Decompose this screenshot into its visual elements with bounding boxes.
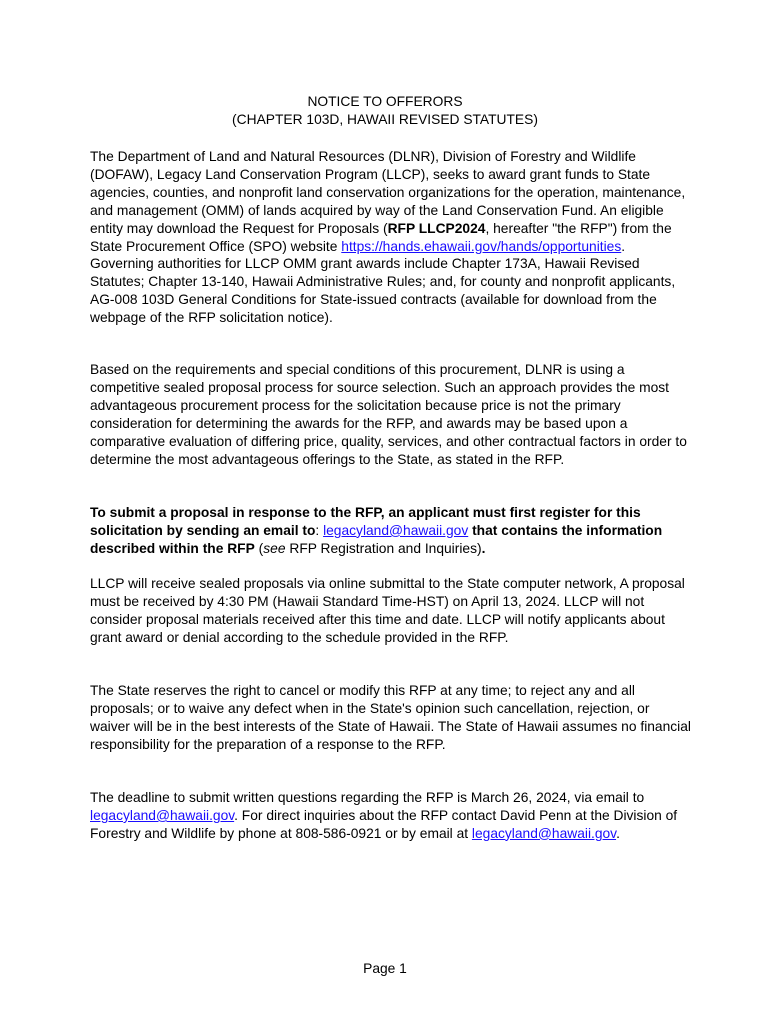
selection-process-paragraph: Based on the requirements and special conditions of this procurement, DLNR is using a competitive sealed proposal process for source selection. Such an approach provides the most advantageous procurement process for the solicitation because price is not the primary consideration for determining the awards for the RFP, and awards may be based upon a comparative evaluation of differing price, quality, services, and other contractual factors in order to determine the most advantageous offerings to the State, as stated in the RFP.	[90, 362, 687, 467]
rfp-number: RFP LLCP2024	[387, 220, 486, 236]
registration-email-link[interactable]: legacyland@hawaii.gov	[323, 522, 469, 538]
reservation-paragraph: The State reserves the right to cancel or modify this RFP at any time; to reject any and all proposals; or to waive any defect when in the State's opinion such cancellation, rejection, or waiver will be in the best interests of the State of Hawaii. The State of Hawaii assumes no financial responsibility for the preparation of a response to the RFP.	[90, 683, 691, 752]
spo-website-link[interactable]: https://hands.ehawaii.gov/hands/opportunities	[341, 238, 622, 254]
contact-email-link[interactable]: legacyland@hawaii.gov	[471, 825, 617, 841]
intro-text-2: , hereafter "the RFP") from the State Procurement Office (SPO) website	[90, 220, 672, 254]
intro-paragraph	[90, 148, 692, 327]
registration-colon: :	[315, 522, 324, 538]
questions-text-3: .	[616, 825, 620, 841]
notice-subtitle: (CHAPTER 103D, HAWAII REVISED STATUTES)	[232, 112, 538, 127]
registration-period: .	[481, 540, 486, 556]
notice-title: NOTICE TO OFFERORS	[307, 94, 463, 109]
questions-email-link[interactable]: legacyland@hawaii.gov	[90, 807, 235, 823]
registration-see: see	[263, 540, 286, 556]
questions-text-2: . For direct inquiries about the RFP contact David Penn at the Division of Forestry and Wildlife by phone at 808-586-0921 or by email at	[90, 807, 678, 841]
registration-paragraph	[90, 504, 692, 558]
registration-text-2: that contains the information described within the RFP	[90, 522, 663, 556]
submission-paragraph: LLCP will receive sealed proposals via online submittal to the State computer network, A proposal must be received by 4:30 PM (Hawaii Standard Time-HST) on April 13, 2024. LLCP will not consider proposal materials received after this time and date. LLCP will notify applicants about grant award or denial according to the schedule provided in the RFP.	[90, 576, 685, 645]
registration-reference: RFP Registration and Inquiries)	[285, 540, 482, 556]
registration-paren-open: (	[254, 540, 264, 556]
intro-text-3: . Governing authorities for LLCP OMM grant awards include Chapter 173A, Hawaii Revised Statutes; Chapter 13-140, Hawaii Administrative Rules; and, for county and nonprofit applicants, AG-008 103D General Conditions for State-issued contracts (available for download from the webpage of the RFP solicitation notice).	[90, 238, 676, 326]
registration-text-1: To submit a proposal in response to the RFP, an applicant must first register for this solicitation by sending an email to	[90, 505, 641, 538]
page-number: Page 1	[363, 961, 407, 976]
questions-paragraph	[90, 789, 692, 843]
intro-text-1: The Department of Land and Natural Resources (DLNR), Division of Forestry and Wildlife (DOFAW), Legacy Land Conservation Program (LLCP), seeks to award grant funds to State agencies, counties, and nonprofit land conservation organizations for the operation, maintenance, and management (OMM) of lands acquired by way of the Land Conservation Fund. An eligible entity may download the Request for Proposals (	[90, 149, 686, 236]
questions-text-1: The deadline to submit written questions regarding the RFP is March 26, 2024, via email to	[90, 790, 645, 805]
